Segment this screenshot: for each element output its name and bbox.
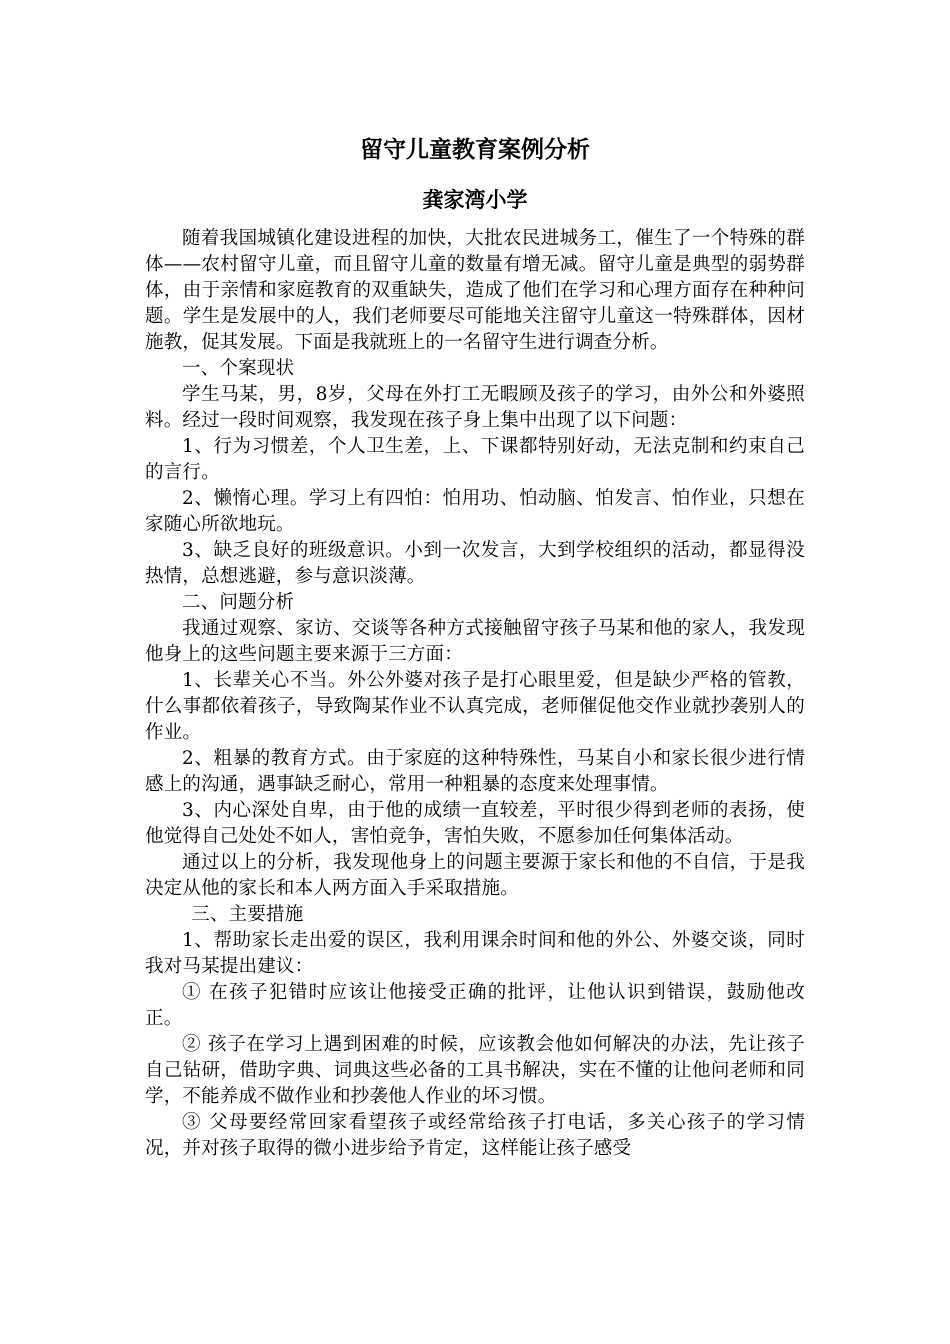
analysis-paragraph: 我通过观察、家访、交谈等各种方式接触留守孩子马某和他的家人，我发现他身上的这些问题主要来源于三方面： [145,618,805,665]
section-heading-measures: 三、主要措施 [191,904,304,925]
analysis-item-2: 2、粗暴的教育方式。由于家庭的这种特殊性，马某自小和家长很少进行情感上的沟通，遇事缺乏耐心，常用一种粗暴的态度来处理事情。 [145,748,805,795]
intro-paragraph: 随着我国城镇化建设进程的加快，大批农民进城务工，催生了一个特殊的群体——农村留守儿童，而且留守儿童的数量有增无减。留守儿童是典型的弱势群体，由于亲情和家庭教育的双重缺失，造成了他们在学习和心理方面存在种种问题。学生是发展中的人，我们老师要尽可能地关注留守儿童这一特殊群体，因材施教，促其发展。下面是我就班上的一名留守生进行调查分析。 [145,228,805,353]
measures-subitem-2: ② 孩子在学习上遇到困难的时候，应该教会他如何解决的办法，先让孩子自己钻研，借助字典、词典这些必备的工具书解决，实在不懂的让他问老师和同学，不能养成不做作业和抄袭他人作业的坏习惯。 [145,1034,805,1107]
section-heading-status: 一、个案现状 [182,358,295,379]
document-body [145,226,805,1162]
measures-item-1: 1、帮助家长走出爱的误区，我利用课余时间和他的外公、外婆交谈，同时我对马某提出建议： [145,930,805,977]
measures-subitem-3: ③ 父母要经常回家看望孩子或经常给孩子打电话，多关心孩子的学习情况，并对孩子取得的微小进步给予肯定，这样能让孩子感受 [145,1112,805,1159]
status-paragraph: 学生马某，男，8岁，父母在外打工无暇顾及孩子的学习，由外公和外婆照料。经过一段时间观察，我发现在孩子身上集中出现了以下问题： [145,384,805,431]
status-item-3: 3、缺乏良好的班级意识。小到一次发言，大到学校组织的活动，都显得没热情，总想逃避，参与意识淡薄。 [145,540,805,587]
document-subtitle: 龚家湾小学 [422,187,528,212]
document-title: 留守儿童教育案例分析 [360,136,590,163]
status-item-2: 2、懒惰心理。学习上有四怕：怕用功、怕动脑、怕发言、怕作业，只想在家随心所欲地玩。 [145,488,805,535]
analysis-item-3: 3、内心深处自卑，由于他的成绩一直较差，平时很少得到老师的表扬，使他觉得自己处处不如人，害怕竞争，害怕失败，不愿参加任何集体活动。 [145,800,805,847]
analysis-summary: 通过以上的分析，我发现他身上的问题主要源于家长和他的不自信，于是我决定从他的家长和本人两方面入手采取措施。 [145,852,805,899]
analysis-item-1: 1、长辈关心不当。外公外婆对孩子是打心眼里爱，但是缺少严格的管教，什么事都依着孩子，导致陶某作业不认真完成，老师催促他交作业就抄袭别人的作业。 [145,670,805,743]
measures-subitem-1: ① 在孩子犯错时应该让他接受正确的批评，让他认识到错误，鼓励他改正。 [145,982,805,1029]
status-item-1: 1、行为习惯差，个人卫生差，上、下课都特别好动，无法克制和约束自己的言行。 [145,436,805,483]
section-heading-analysis: 二、问题分析 [182,592,295,613]
document-content [145,130,805,1162]
